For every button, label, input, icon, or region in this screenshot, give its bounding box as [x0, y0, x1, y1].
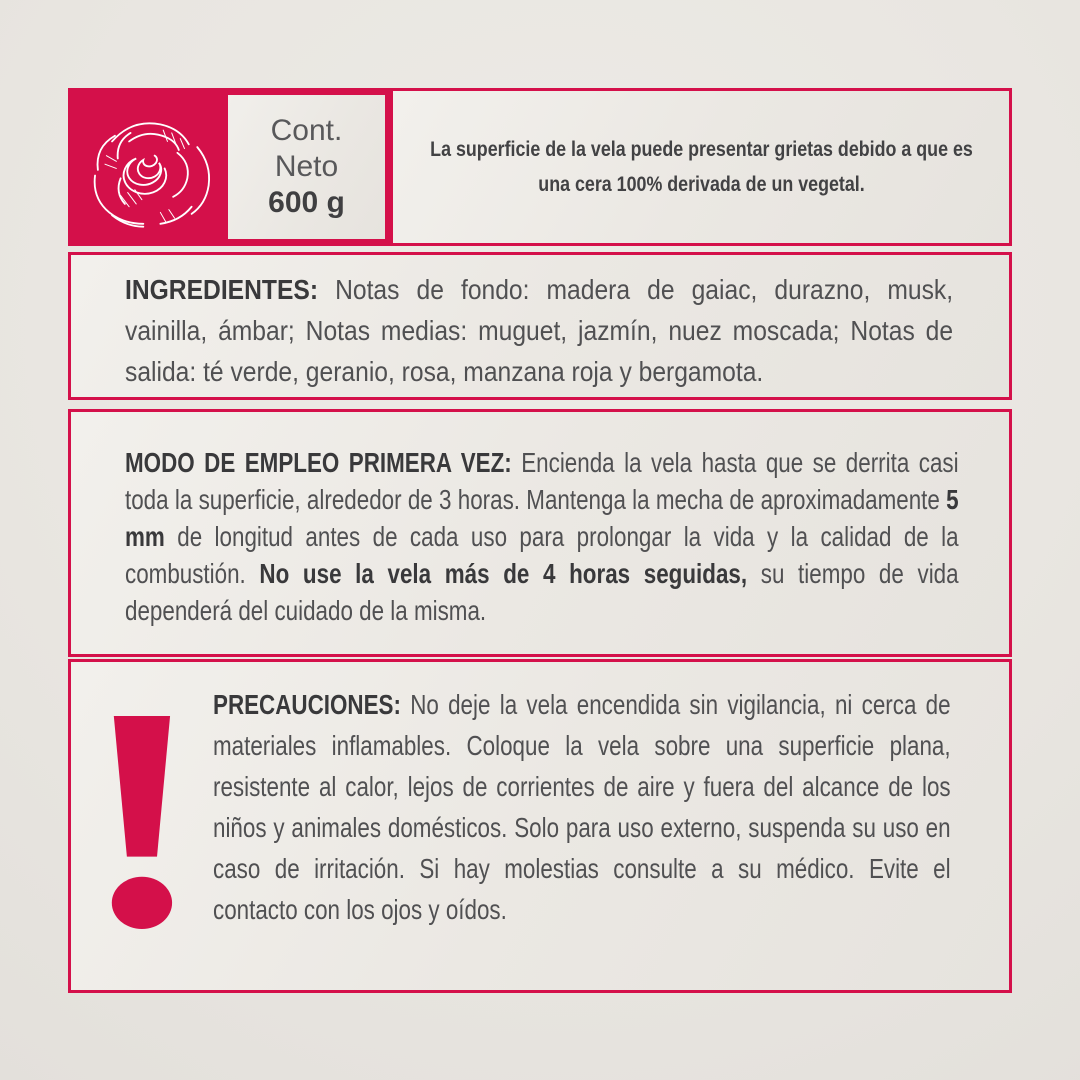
net-content-value: 600 g: [268, 186, 345, 219]
net-content-line2: Neto: [274, 150, 339, 183]
rose-panel: [68, 88, 390, 246]
precautions-section: [68, 659, 1012, 993]
ingredients-text: INGREDIENTES: Notas de fondo: madera de gaiac, durazno, musk, vainilla, ámbar; Notas medias: muguet, jazmín, nuez moscada; Notas de salida: té verde, geranio, rosa, manzana roja y bergamota.: [125, 274, 954, 387]
net-content-line1: Cont.: [270, 114, 343, 147]
surface-notice-text: La superficie de la vela puede presentar grietas debido a que es una cera 100% derivada de un vegetal.: [430, 138, 973, 196]
usage-text: MODO DE EMPLEO PRIMERA VEZ: Encienda la vela hasta que se derrita casi toda la superficie, alrededor de 3 horas. Mantenga la mecha de aproximadamente 5 mm de longitud antes de cada uso para prolongar la vida y la calidad de la combustión. No use la vela más de 4 horas seguidas, su tiempo de vida dependerá del cuidado de la misma.: [125, 447, 959, 626]
precautions-text: PRECAUCIONES: No deje la vela encendida sin vigilancia, ni cerca de materiales inflamables. Coloque la vela sobre una superficie plana, resistente al calor, lejos de corrientes de aire y fuera del alcance de los niños y animales domésticos. Solo para uso externo, suspenda su uso en caso de irritación. Si hay molestias consulte a su médico. Evite el contacto con los ojos y oídos.: [213, 689, 951, 925]
surface-notice-box: [390, 88, 1012, 246]
ingredients-section: [68, 252, 1012, 400]
rose-icon: [76, 96, 222, 238]
net-content-box: [228, 95, 385, 239]
exclamation-icon: [102, 716, 206, 932]
usage-section: [68, 409, 1012, 657]
